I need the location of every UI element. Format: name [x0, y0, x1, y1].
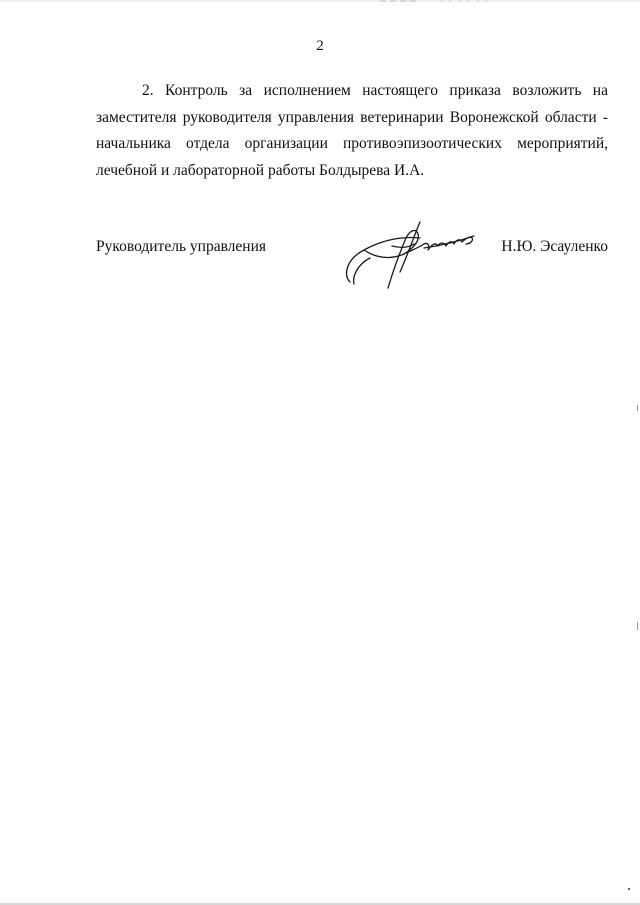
- paragraph-line: начальника отдела организации противоэпизоотических мероприятий,: [96, 135, 608, 152]
- page-number: 2: [316, 38, 324, 54]
- signatory-title: Руководитель управления: [96, 238, 267, 255]
- signatory-name: Н.Ю. Эсауленко: [501, 238, 608, 255]
- signature-icon: [340, 214, 490, 294]
- paragraph-line: 2. Контроль за исполнением настоящего приказа возложить на: [142, 82, 608, 99]
- paragraph-line: заместителя руководителя управления ветеринарии Воронежской области -: [96, 108, 608, 126]
- scan-top-marks: [380, 0, 500, 3]
- scan-margin-mark: [637, 622, 638, 630]
- scan-top-edge: [0, 0, 640, 2]
- scan-margin-mark: [637, 405, 638, 411]
- paragraph-line: лечебной и лабораторной работы Болдырева И.А.: [96, 161, 425, 179]
- scan-speck: [628, 888, 630, 890]
- order-paragraph: [96, 78, 608, 184]
